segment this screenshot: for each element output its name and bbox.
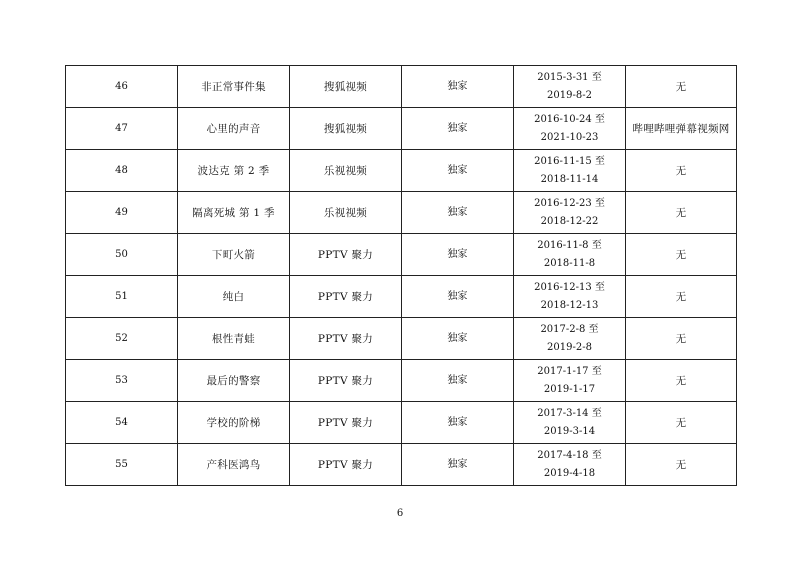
cell-sublicense: 无: [626, 318, 737, 360]
cell-number: 52: [66, 318, 178, 360]
cell-license-type: 独家: [402, 444, 514, 486]
period-start: 2016-10-24 至: [534, 113, 605, 125]
cell-title: 心里的声音: [178, 108, 290, 150]
cell-sublicense: 无: [626, 444, 737, 486]
cell-platform: 乐视视频: [290, 192, 402, 234]
cell-title: 隔离死城 第 1 季: [178, 192, 290, 234]
cell-period: [514, 192, 626, 234]
table-row: [66, 192, 737, 234]
cell-title: 学校的阶梯: [178, 402, 290, 444]
cell-sublicense: 无: [626, 234, 737, 276]
cell-title: 波达克 第 2 季: [178, 150, 290, 192]
cell-sublicense: 无: [626, 192, 737, 234]
period-start: 2017-3-14 至: [537, 407, 602, 419]
cell-platform: 搜狐视频: [290, 66, 402, 108]
period-start: 2016-11-15 至: [534, 155, 605, 167]
cell-sublicense: 无: [626, 150, 737, 192]
table-body: [66, 66, 737, 486]
table-row: [66, 402, 737, 444]
period-end: 2018-12-13: [540, 299, 599, 311]
cell-title: 最后的警察: [178, 360, 290, 402]
license-table-container: [65, 65, 736, 486]
cell-number: 55: [66, 444, 178, 486]
cell-number: 54: [66, 402, 178, 444]
cell-platform: PPTV 聚力: [290, 234, 402, 276]
cell-platform: PPTV 聚力: [290, 360, 402, 402]
cell-license-type: 独家: [402, 234, 514, 276]
cell-period: [514, 66, 626, 108]
cell-sublicense: 无: [626, 276, 737, 318]
cell-platform: 搜狐视频: [290, 108, 402, 150]
cell-sublicense: 无: [626, 402, 737, 444]
cell-period: [514, 402, 626, 444]
cell-title: 产科医鸿鸟: [178, 444, 290, 486]
period-start: 2015-3-31 至: [537, 71, 602, 83]
cell-platform: PPTV 聚力: [290, 318, 402, 360]
cell-period: [514, 108, 626, 150]
cell-platform: PPTV 聚力: [290, 402, 402, 444]
cell-number: 48: [66, 150, 178, 192]
cell-license-type: 独家: [402, 360, 514, 402]
cell-license-type: 独家: [402, 192, 514, 234]
cell-number: 47: [66, 108, 178, 150]
period-start: 2017-2-8 至: [540, 323, 599, 335]
cell-period: [514, 318, 626, 360]
cell-license-type: 独家: [402, 150, 514, 192]
period-end: 2019-1-17: [543, 383, 596, 395]
period-end: 2019-2-8: [547, 341, 592, 353]
cell-license-type: 独家: [402, 66, 514, 108]
cell-number: 49: [66, 192, 178, 234]
cell-number: 53: [66, 360, 178, 402]
cell-license-type: 独家: [402, 108, 514, 150]
cell-license-type: 独家: [402, 276, 514, 318]
cell-title: 下町火箭: [178, 234, 290, 276]
period-end: 2018-12-22: [540, 215, 599, 227]
period-end: 2018-11-14: [540, 173, 599, 185]
period-end: 2018-11-8: [543, 257, 596, 269]
cell-sublicense: 无: [626, 66, 737, 108]
table-row: [66, 234, 737, 276]
cell-period: [514, 276, 626, 318]
cell-sublicense: 无: [626, 360, 737, 402]
table-row: [66, 444, 737, 486]
table-row: [66, 150, 737, 192]
table-row: [66, 360, 737, 402]
cell-license-type: 独家: [402, 318, 514, 360]
cell-title: 纯白: [178, 276, 290, 318]
cell-platform: PPTV 聚力: [290, 276, 402, 318]
cell-period: [514, 234, 626, 276]
page-number: 6: [396, 508, 404, 519]
license-table: [65, 65, 737, 486]
cell-platform: 乐视视频: [290, 150, 402, 192]
period-start: 2017-1-17 至: [537, 365, 602, 377]
cell-period: [514, 444, 626, 486]
cell-period: [514, 150, 626, 192]
table-row: [66, 318, 737, 360]
period-start: 2016-11-8 至: [537, 239, 602, 251]
cell-number: 51: [66, 276, 178, 318]
period-start: 2017-4-18 至: [537, 449, 602, 461]
cell-license-type: 独家: [402, 402, 514, 444]
period-start: 2016-12-13 至: [534, 281, 605, 293]
cell-number: 46: [66, 66, 178, 108]
cell-period: [514, 360, 626, 402]
period-end: 2021-10-23: [540, 131, 599, 143]
table-row: [66, 108, 737, 150]
cell-sublicense: 哔哩哔哩弹幕视频网: [626, 108, 737, 150]
cell-number: 50: [66, 234, 178, 276]
period-start: 2016-12-23 至: [534, 197, 605, 209]
period-end: 2019-3-14: [543, 425, 596, 437]
cell-title: 根性青蛙: [178, 318, 290, 360]
cell-platform: PPTV 聚力: [290, 444, 402, 486]
period-end: 2019-4-18: [543, 467, 596, 479]
table-row: [66, 276, 737, 318]
period-end: 2019-8-2: [547, 89, 592, 101]
cell-title: 非正常事件集: [178, 66, 290, 108]
table-row: [66, 66, 737, 108]
